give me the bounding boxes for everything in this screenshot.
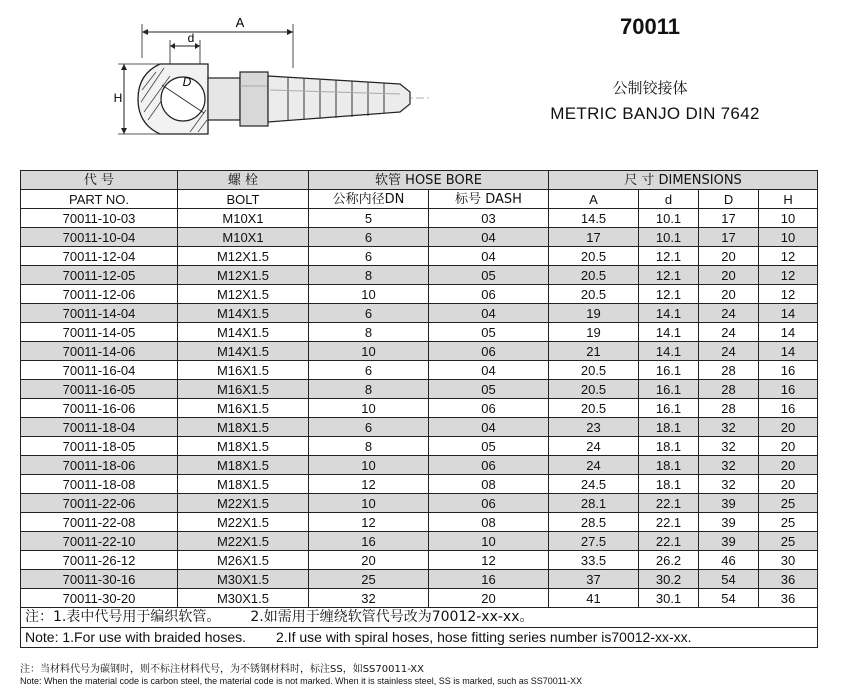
note-row-en	[21, 628, 818, 648]
note-en-1: Note: 1.For use with braided hoses.	[25, 629, 247, 645]
table-row	[21, 494, 818, 513]
cell-dn: 6	[309, 247, 429, 266]
cell-part-no: 70011-16-06	[21, 399, 178, 418]
cell-d-big: 32	[699, 437, 759, 456]
footnote-cn: 注：当材料代号为碳钢时，则不标注材料代号，为不锈钢材料时，标注SS，如SS70011-XX	[20, 664, 425, 675]
table-row	[21, 437, 818, 456]
table-row	[21, 266, 818, 285]
table-row	[21, 399, 818, 418]
cell-d-big: 32	[699, 475, 759, 494]
cell-dn: 10	[309, 342, 429, 361]
cell-bolt: M14X1.5	[178, 323, 309, 342]
dimension-a-label: A	[235, 15, 245, 30]
header-code: 代 号	[21, 171, 178, 190]
table-row	[21, 361, 818, 380]
table-row	[21, 209, 818, 228]
table-row	[21, 342, 818, 361]
cell-dash: 06	[429, 399, 549, 418]
cell-d-small: 14.1	[639, 323, 699, 342]
cell-part-no: 70011-12-06	[21, 285, 178, 304]
cell-a: 33.5	[549, 551, 639, 570]
cell-d-big: 20	[699, 247, 759, 266]
cell-d-small: 18.1	[639, 437, 699, 456]
model-title: 70011	[620, 14, 680, 39]
cell-a: 27.5	[549, 532, 639, 551]
cell-part-no: 70011-10-04	[21, 228, 178, 247]
cell-part-no: 70011-12-05	[21, 266, 178, 285]
table-sub-header-row	[21, 190, 818, 209]
cell-bolt: M10X1	[178, 209, 309, 228]
cell-d-small: 14.1	[639, 304, 699, 323]
cell-dash: 16	[429, 570, 549, 589]
cell-d-big: 54	[699, 570, 759, 589]
cell-dash: 04	[429, 247, 549, 266]
cell-dash: 08	[429, 475, 549, 494]
product-name-en: METRIC BANJO DIN 7642	[550, 104, 760, 123]
cell-h: 12	[759, 266, 818, 285]
cell-d-big: 46	[699, 551, 759, 570]
cell-d-small: 16.1	[639, 399, 699, 418]
cell-dn: 6	[309, 228, 429, 247]
cell-dash: 06	[429, 342, 549, 361]
header-bolt-cn: 螺 栓	[178, 171, 309, 190]
cell-d-small: 22.1	[639, 532, 699, 551]
note-cn-1: 注：1.表中代号用于编织软管。	[25, 609, 221, 625]
cell-d-small: 16.1	[639, 361, 699, 380]
cell-d-big: 28	[699, 399, 759, 418]
cell-bolt: M12X1.5	[178, 247, 309, 266]
cell-a: 17	[549, 228, 639, 247]
cell-d-big: 17	[699, 209, 759, 228]
cell-dn: 6	[309, 418, 429, 437]
cell-part-no: 70011-10-03	[21, 209, 178, 228]
cell-a: 24	[549, 456, 639, 475]
cell-h: 20	[759, 475, 818, 494]
cell-dash: 05	[429, 380, 549, 399]
cell-d-small: 10.1	[639, 228, 699, 247]
table-row	[21, 475, 818, 494]
cell-d-big: 32	[699, 418, 759, 437]
cell-d-big: 39	[699, 513, 759, 532]
cell-dash: 08	[429, 513, 549, 532]
cell-dn: 25	[309, 570, 429, 589]
cell-dash: 04	[429, 228, 549, 247]
table-row	[21, 380, 818, 399]
header-d-big: D	[699, 190, 759, 209]
cell-d-small: 26.2	[639, 551, 699, 570]
table-body	[21, 209, 818, 608]
cell-a: 20.5	[549, 399, 639, 418]
cell-dash: 04	[429, 304, 549, 323]
cell-dn: 6	[309, 361, 429, 380]
cell-d-small: 18.1	[639, 418, 699, 437]
cell-h: 12	[759, 247, 818, 266]
table-row	[21, 285, 818, 304]
cell-d-small: 22.1	[639, 494, 699, 513]
cell-d-big: 24	[699, 323, 759, 342]
cell-d-big: 17	[699, 228, 759, 247]
cell-bolt: M30X1.5	[178, 570, 309, 589]
cell-dn: 10	[309, 456, 429, 475]
cell-h: 14	[759, 304, 818, 323]
cell-bolt: M22X1.5	[178, 494, 309, 513]
cell-bolt: M10X1	[178, 228, 309, 247]
cell-d-big: 39	[699, 494, 759, 513]
table-row	[21, 304, 818, 323]
cell-bolt: M22X1.5	[178, 532, 309, 551]
cell-a: 24	[549, 437, 639, 456]
cell-dash: 03	[429, 209, 549, 228]
cell-d-big: 39	[699, 532, 759, 551]
cell-h: 20	[759, 437, 818, 456]
dimensions-table	[20, 170, 818, 648]
cell-dash: 06	[429, 285, 549, 304]
cell-dash: 05	[429, 266, 549, 285]
header-bolt: BOLT	[178, 190, 309, 209]
cell-h: 16	[759, 380, 818, 399]
note-row-cn	[21, 608, 818, 628]
cell-d-small: 30.2	[639, 570, 699, 589]
table-group-header-row	[21, 171, 818, 190]
cell-a: 23	[549, 418, 639, 437]
cell-dash: 12	[429, 551, 549, 570]
cell-h: 30	[759, 551, 818, 570]
cell-a: 20.5	[549, 361, 639, 380]
cell-part-no: 70011-30-20	[21, 589, 178, 608]
cell-d-big: 28	[699, 380, 759, 399]
header-h: H	[759, 190, 818, 209]
cell-h: 10	[759, 228, 818, 247]
cell-a: 28.5	[549, 513, 639, 532]
cell-h: 10	[759, 209, 818, 228]
cell-d-small: 30.1	[639, 589, 699, 608]
note-en-2: 2.If use with spiral hoses, hose fitting series number is70012-xx-xx.	[276, 629, 692, 645]
cell-dn: 12	[309, 513, 429, 532]
cell-h: 36	[759, 589, 818, 608]
cell-a: 37	[549, 570, 639, 589]
dimension-h-label: H	[113, 91, 123, 105]
cell-h: 14	[759, 342, 818, 361]
cell-d-small: 12.1	[639, 247, 699, 266]
cell-bolt: M30X1.5	[178, 589, 309, 608]
cell-a: 14.5	[549, 209, 639, 228]
dimension-d-big-label: D	[182, 75, 192, 89]
cell-h: 25	[759, 494, 818, 513]
cell-h: 14	[759, 323, 818, 342]
cell-d-big: 20	[699, 285, 759, 304]
cell-d-small: 18.1	[639, 456, 699, 475]
cell-bolt: M14X1.5	[178, 304, 309, 323]
cell-bolt: M22X1.5	[178, 513, 309, 532]
cell-dn: 8	[309, 266, 429, 285]
cell-bolt: M16X1.5	[178, 361, 309, 380]
cell-a: 41	[549, 589, 639, 608]
cell-part-no: 70011-18-04	[21, 418, 178, 437]
cell-part-no: 70011-18-06	[21, 456, 178, 475]
cell-a: 21	[549, 342, 639, 361]
cell-d-small: 22.1	[639, 513, 699, 532]
cell-bolt: M18X1.5	[178, 475, 309, 494]
cell-bolt: M12X1.5	[178, 266, 309, 285]
header-a: A	[549, 190, 639, 209]
cell-a: 20.5	[549, 266, 639, 285]
cell-part-no: 70011-18-08	[21, 475, 178, 494]
cell-dn: 16	[309, 532, 429, 551]
table-row	[21, 513, 818, 532]
header-d-small: d	[639, 190, 699, 209]
cell-bolt: M16X1.5	[178, 380, 309, 399]
table-row	[21, 247, 818, 266]
dimension-d-small-label: d	[187, 31, 195, 45]
header-dn: 公称内径DN	[309, 190, 429, 209]
table-row	[21, 418, 818, 437]
cell-dn: 5	[309, 209, 429, 228]
cell-d-big: 32	[699, 456, 759, 475]
cell-a: 20.5	[549, 247, 639, 266]
table-row	[21, 323, 818, 342]
header-dash: 标号 DASH	[429, 190, 549, 209]
table-row	[21, 228, 818, 247]
cell-part-no: 70011-26-12	[21, 551, 178, 570]
cell-bolt: M12X1.5	[178, 285, 309, 304]
cell-dash: 06	[429, 456, 549, 475]
cell-dash: 06	[429, 494, 549, 513]
cell-bolt: M26X1.5	[178, 551, 309, 570]
cell-h: 25	[759, 513, 818, 532]
cell-dn: 6	[309, 304, 429, 323]
cell-bolt: M18X1.5	[178, 418, 309, 437]
cell-part-no: 70011-14-05	[21, 323, 178, 342]
cell-d-small: 16.1	[639, 380, 699, 399]
cell-a: 20.5	[549, 285, 639, 304]
cell-dn: 8	[309, 323, 429, 342]
table-row	[21, 570, 818, 589]
cell-part-no: 70011-22-06	[21, 494, 178, 513]
note-cn-2: 2.如需用于缠绕软管代号改为70012-xx-xx。	[250, 609, 534, 625]
cell-dn: 32	[309, 589, 429, 608]
cell-part-no: 70011-18-05	[21, 437, 178, 456]
cell-d-small: 10.1	[639, 209, 699, 228]
cell-d-small: 18.1	[639, 475, 699, 494]
header-dimensions: 尺 寸 DIMENSIONS	[549, 171, 818, 190]
cell-d-small: 14.1	[639, 342, 699, 361]
cell-bolt: M18X1.5	[178, 456, 309, 475]
table-row	[21, 456, 818, 475]
cell-h: 12	[759, 285, 818, 304]
cell-dn: 8	[309, 380, 429, 399]
cell-d-small: 12.1	[639, 285, 699, 304]
cell-a: 24.5	[549, 475, 639, 494]
cell-dn: 12	[309, 475, 429, 494]
cell-a: 19	[549, 323, 639, 342]
cell-h: 20	[759, 456, 818, 475]
cell-dash: 05	[429, 437, 549, 456]
cell-dash: 04	[429, 361, 549, 380]
cell-h: 36	[759, 570, 818, 589]
cell-dn: 10	[309, 494, 429, 513]
cell-h: 20	[759, 418, 818, 437]
cell-dn: 8	[309, 437, 429, 456]
cell-d-small: 12.1	[639, 266, 699, 285]
cell-part-no: 70011-12-04	[21, 247, 178, 266]
cell-d-big: 24	[699, 342, 759, 361]
cell-bolt: M18X1.5	[178, 437, 309, 456]
cell-part-no: 70011-16-04	[21, 361, 178, 380]
table-row	[21, 532, 818, 551]
cell-h: 16	[759, 361, 818, 380]
product-name-cn: 公制铰接体	[612, 79, 688, 97]
cell-bolt: M16X1.5	[178, 399, 309, 418]
banjo-fitting-drawing	[100, 6, 430, 156]
table-row	[21, 551, 818, 570]
header-part-no: PART NO.	[21, 190, 178, 209]
cell-dn: 10	[309, 285, 429, 304]
footnote-en: Note: When the material code is carbon steel, the material code is not marked. When it is stainless steel, SS is marked, such as SS70011-XX	[20, 676, 583, 686]
cell-part-no: 70011-16-05	[21, 380, 178, 399]
cell-dn: 10	[309, 399, 429, 418]
cell-d-big: 20	[699, 266, 759, 285]
cell-a: 28.1	[549, 494, 639, 513]
cell-a: 19	[549, 304, 639, 323]
cell-part-no: 70011-22-10	[21, 532, 178, 551]
cell-d-big: 54	[699, 589, 759, 608]
cell-dash: 20	[429, 589, 549, 608]
cell-part-no: 70011-14-06	[21, 342, 178, 361]
cell-d-big: 28	[699, 361, 759, 380]
table-row	[21, 589, 818, 608]
cell-h: 16	[759, 399, 818, 418]
cell-dash: 10	[429, 532, 549, 551]
cell-a: 20.5	[549, 380, 639, 399]
header-hose-bore: 软管 HOSE BORE	[309, 171, 549, 190]
cell-part-no: 70011-30-16	[21, 570, 178, 589]
cell-part-no: 70011-14-04	[21, 304, 178, 323]
cell-dash: 05	[429, 323, 549, 342]
cell-bolt: M14X1.5	[178, 342, 309, 361]
cell-dn: 20	[309, 551, 429, 570]
cell-dash: 04	[429, 418, 549, 437]
cell-h: 25	[759, 532, 818, 551]
cell-d-big: 24	[699, 304, 759, 323]
cell-part-no: 70011-22-08	[21, 513, 178, 532]
